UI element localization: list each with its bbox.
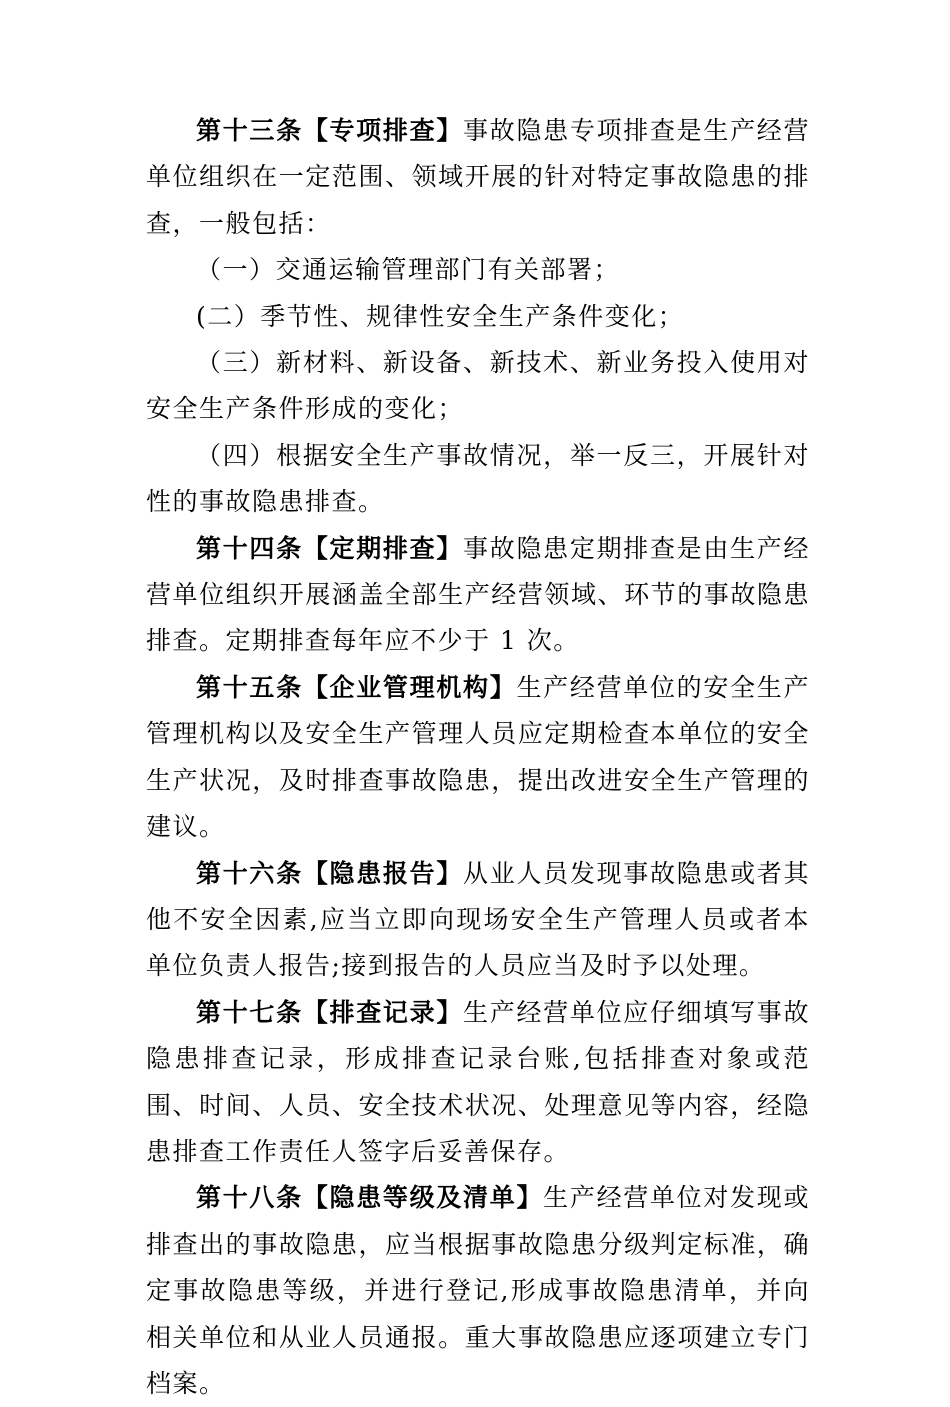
article-14 — [146, 526, 810, 665]
list-item: （三）新材料、新设备、新技术、新业务投入使用对安全生产条件形成的变化； — [146, 348, 810, 424]
document-page — [146, 108, 810, 1407]
list-item: (二）季节性、规律性安全生产条件变化； — [196, 301, 685, 331]
article-13-heading: 第十三条【专项排查】 — [196, 116, 464, 145]
article-13-body: 事故隐患专项排查是生产经营单位组织在一定范围、领域开展的针对特定事故隐患的排查，一般包括： — [146, 116, 810, 238]
article-16 — [146, 851, 810, 990]
article-14-heading: 第十四条【定期排查】 — [196, 533, 464, 563]
list-item: （一）交通运输管理部门有关部署； — [196, 255, 621, 285]
article-16-heading: 第十六条【隐患报告】 — [196, 858, 464, 888]
article-15-heading: 第十五条【企业管理机构】 — [196, 672, 517, 702]
article-18 — [146, 1175, 810, 1407]
article-14-body: 事故隐患定期排查是由生产经营单位组织开展涵盖全部生产经营领域、环节的事故隐患排查。定期排查每年应不少于 1 次。 — [146, 533, 810, 656]
article-13 — [146, 108, 810, 247]
article-15-body: 生产经营单位的安全生产管理机构以及安全生产管理人员应定期检查本单位的安全生产状况，及时排查事故隐患，提出改进安全生产管理的建议。 — [146, 672, 810, 842]
article-16-body: 从业人员发现事故隐患或者其他不安全因素,应当立即向现场安全生产管理人员或者本单位负责人报告;接到报告的人员应当及时予以处理。 — [146, 858, 810, 981]
article-18-heading: 第十八条【隐患等级及清单】 — [196, 1183, 544, 1213]
article-15 — [146, 665, 810, 851]
article-17-heading: 第十七条【排查记录】 — [196, 997, 464, 1027]
article-17 — [146, 990, 810, 1176]
list-item: （四）根据安全生产事故情况，举一反三，开展针对性的事故隐患排查。 — [146, 440, 810, 517]
article-18-body: 生产经营单位对发现或排查出的事故隐患，应当根据事故隐患分级判定标准，确定事故隐患等级，并进行登记,形成事故隐患清单，并向相关单位和从业人员通报。重大事故隐患应逐项建立专门档案。 — [146, 1183, 810, 1398]
article-17-body: 生产经营单位应仔细填写事故隐患排查记录，形成排查记录台账,包括排查对象或范围、时间、人员、安全技术状况、处理意见等内容，经隐患排查工作责任人签字后妥善保存。 — [146, 997, 810, 1166]
